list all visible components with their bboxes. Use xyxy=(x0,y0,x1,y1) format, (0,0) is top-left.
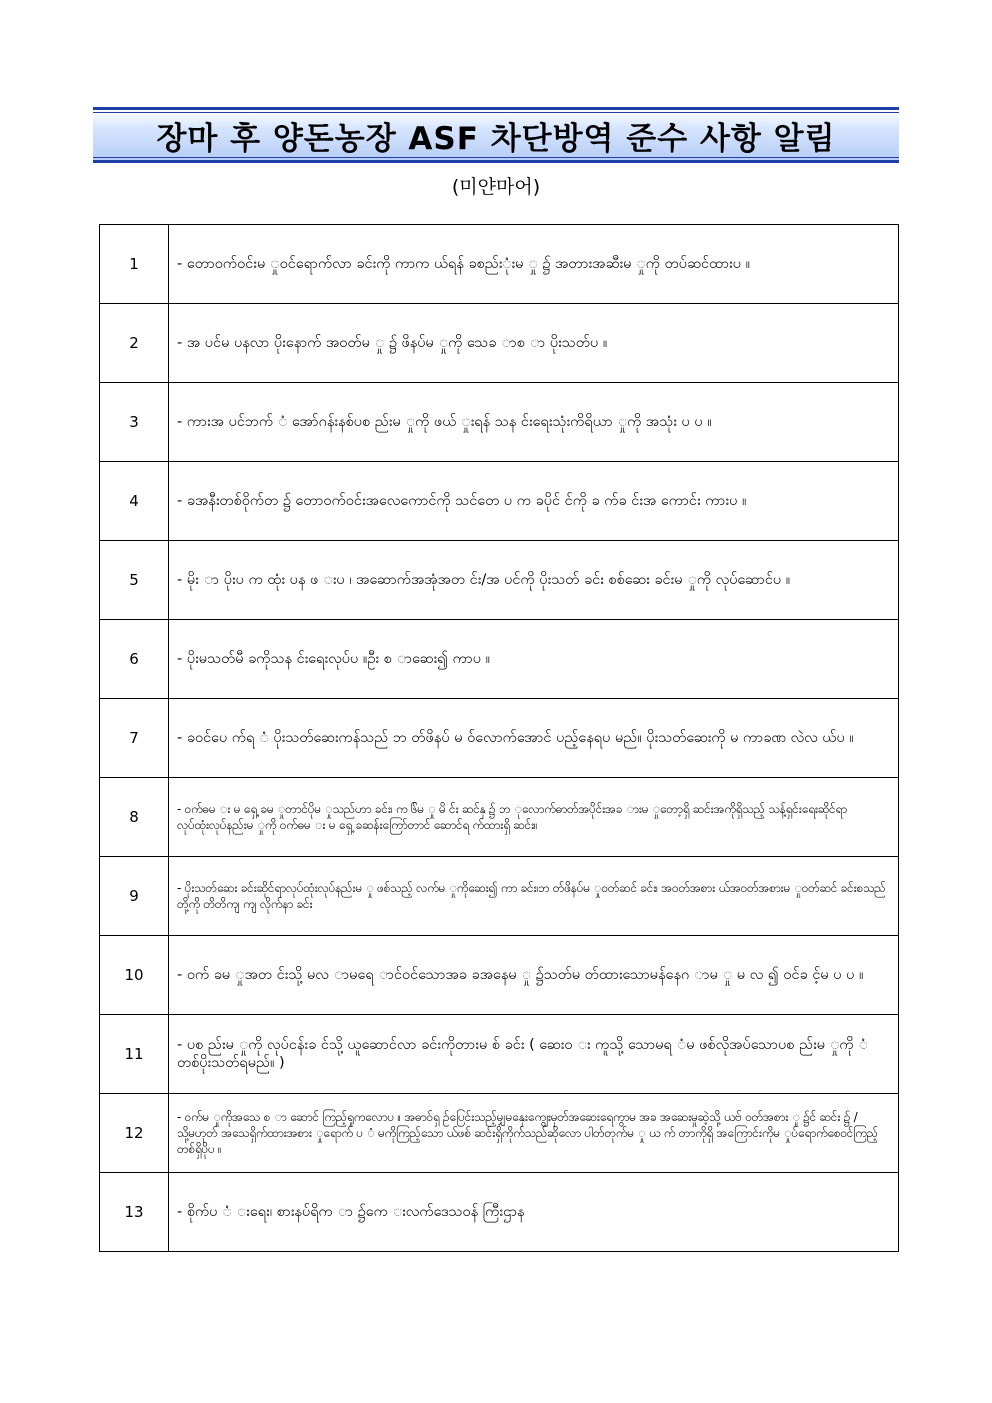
item-text: - ပိုးသတ်ဆေး ခင်းဆိုင်ရာလုပ်ထုံးလုပ်နည်းမ ှု ဖစ်သည့် လက်မ ှုကိုဆေး၍ ကာ ခင်း၊ဘ တ်ဖိနပ်မ ှုဝတ်ဆင် ခင်း၊ အဝတ်အစား ယ်အဝတ်အစားမ ှုဝတ်ဆင် ခင်းစသည်တို့ကို တိတိကျ ကျ လိုက်နာ ခင်း xyxy=(177,881,886,911)
item-text: - ကားအ ပင်ဘက် ံ အော်ဂန်းနစ်ပစ ည်းမ ှုကို ဖယ် ှုးရန် သန င်းရေးသုံးကိရိယာ ှုကို အသုံး ပ ပ ။ xyxy=(177,414,712,430)
item-text-cell xyxy=(169,778,899,857)
page-title: 장마 후 양돈농장 ASF 차단방역 준수 사항 알림 xyxy=(156,120,836,157)
item-number: 3 xyxy=(100,383,169,462)
item-text: - ခဝင်ပေ က်ရ ံ ပိုးသတ်ဆေးကန်သည် ဘ တ်ဖိနပ် မ ဝ်လောက်အောင် ပည့်နေရပ မည်။ ပိုးသတ်ဆေးကို မ ကာခဏ လဲလ ယ်ပ ။ xyxy=(177,730,854,746)
item-text: - ဝက် ခမ ှုအတ င်းသို့ မလ ာမရေ ာင်ဝင်သောအခ ခအနေမ ှု ၌သတ်မ တ်ထားသောမန်နေဂ ာမ ှု မ လ ၍ ဝင်ခ င့်မ ပ ပ ။ xyxy=(177,967,864,983)
item-text: - မိုး ာ ပိုးပ က ထုံး ပန ဖ းပ ၊ အဆောက်အအုံအတ င်း/အ ပင်ကို ပိုးသတ် ခင်း စစ်ဆေး ခင်းမ ှုကို လုပ်ဆောင်ပ ။ xyxy=(177,572,791,588)
item-number: 13 xyxy=(100,1173,169,1252)
item-text-cell xyxy=(169,541,899,620)
item-text-cell xyxy=(169,225,899,304)
title-banner xyxy=(93,107,899,163)
table-row xyxy=(100,304,899,383)
table-row xyxy=(100,857,899,936)
page-subtitle: (미얀마어) xyxy=(451,176,541,198)
item-text-cell xyxy=(169,699,899,778)
item-number: 2 xyxy=(100,304,169,383)
item-text: - ခအနီးတစ်ဝိုက်တ ၌ တောဝက်ဝင်းအလေကောင်ကို သင်တေ ပ က ခပိုင် င်ကို ခ က်ခ င်းအ ကောင်း ကားပ ။ xyxy=(177,493,747,509)
item-number: 4 xyxy=(100,462,169,541)
item-text-cell xyxy=(169,1173,899,1252)
item-text-cell xyxy=(169,620,899,699)
item-text: - ပစ ည်းမ ှုကို လုပ်ငန်းခ င်သို့ ယူဆောင်လာ ခင်းကိုတားမ စ် ခင်း ( ဆေး၀ း ကူသို့ သောမရ ံမ ဖစ်လိုအပ်သောပစ ည်းမ ှုကို ံ တစ်ပိုးသတ်ရမည်။ ) xyxy=(177,1037,868,1071)
table-row xyxy=(100,778,899,857)
table-row xyxy=(100,462,899,541)
table-row xyxy=(100,383,899,462)
item-text: - ဝက်ဓမ း မ ရှေ့ ခမ ှုတာင်ပိုမ ှုသည်ဟာ ခင်း၊ က ၆်မ ှု မိ င်း ဆင်နှ ၌ ဘ ုလောက်ဓာတ်အပိုင်းအခ ားမ ှုတော့ရှိ ဆင်းအကိုရှိသည့် သန့်ရှင်းရေးဆိုင်ရာလုပ်ထုံးလုပ်နည်းမ ှုကို ဝက်ဓမ း မ ရှေ့ ခဆန်းကြော်တာင် ဆောင်ရ က်ထားရှိ ဆင်း။ xyxy=(177,802,847,832)
item-number: 6 xyxy=(100,620,169,699)
item-text: - ပိုးမသတ်မီ ခကိုသန င်းရေးလုပ်ပ ။ဦး စ ာဆေး၍ ကာပ ။ xyxy=(177,651,491,667)
item-number: 5 xyxy=(100,541,169,620)
item-text: - အ ပင်မ ပနလာ ပိုးနောက် အဝတ်မ ှု ၌ ဖိနပ်မ ှုကို သေခ ာစ ာ ပိုးသတ်ပ ။ xyxy=(177,335,608,351)
table-row xyxy=(100,620,899,699)
table-row xyxy=(100,699,899,778)
item-number: 7 xyxy=(100,699,169,778)
item-text: - တောဝက်ဝင်းမ ှုဝင်ရောက်လာ ခင်းကို ကာက ယ်ရန် ခစည်းုံးမ ှု ၌ အတားအဆီးမ ှုကို တပ်ဆင်ထားပ ။ xyxy=(177,256,750,272)
table-row xyxy=(100,936,899,1015)
item-text-cell xyxy=(169,936,899,1015)
item-text-cell xyxy=(169,1015,899,1094)
item-text-cell xyxy=(169,857,899,936)
table-row xyxy=(100,1015,899,1094)
item-text-cell xyxy=(169,1094,899,1173)
item-text: - ဝက်မ ှုကိုအသေ စ ာ ဆောင် ကြည့်ရှုကလောပ ။ အဓာဝ်ရှ ဥ်ပြေင်းသည့်မျှမနှေးကျွေးမှတ်အဆေးရေကွာမ အခ အဆေးမှုဆဲ့သို့ ယဗ် ဝတ်အစား ှု ၌င် ဆင်း ၌ / သို့မဟုတ် အသေရှိက်ထားအစား ှုရောက် ပ ံ မကိုကြည့်သော ယ်ဖစ် ဆင်းရှိကိုက်သည်ဆိုလော ပါတ်တုက်မ ှု ယ က် တာကိုရှိ အကြောင်းကိုမ ှုပ်ရောက်စေဝင်ကြည့်တစ်ရှိပိုပ ။ xyxy=(177,1110,878,1156)
item-text: - စိုက်ပ ံ းရေး၊ စားနပ်ရိက ာ ၌ကေ းလက်ဒေသဝန် ကြီးဌာန xyxy=(177,1204,525,1220)
table-row xyxy=(100,1173,899,1252)
item-text-cell xyxy=(169,383,899,462)
item-number: 10 xyxy=(100,936,169,1015)
item-text-cell xyxy=(169,462,899,541)
notice-table xyxy=(99,224,899,1252)
item-text-cell xyxy=(169,304,899,383)
item-number: 9 xyxy=(100,857,169,936)
item-number: 12 xyxy=(100,1094,169,1173)
item-number: 11 xyxy=(100,1015,169,1094)
item-number: 1 xyxy=(100,225,169,304)
table-row xyxy=(100,225,899,304)
table-row xyxy=(100,541,899,620)
item-number: 8 xyxy=(100,778,169,857)
table-row xyxy=(100,1094,899,1173)
